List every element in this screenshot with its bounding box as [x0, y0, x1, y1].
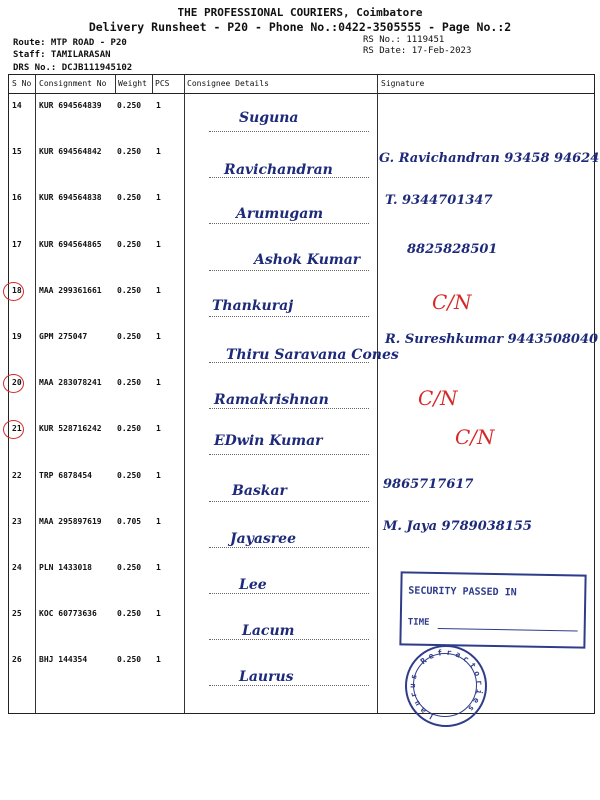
row-pcs: 1: [156, 609, 161, 619]
column-divider: [115, 75, 116, 93]
seal-letter: r: [474, 679, 484, 686]
row-pcs: 1: [156, 378, 161, 388]
consignee-line: [209, 270, 369, 271]
row-weight: 0.250: [117, 470, 142, 480]
row-consignment: GPM 275047: [39, 332, 88, 341]
seal-letter: a: [418, 705, 429, 716]
row-sno: 26: [12, 655, 22, 665]
row-consignment: KUR 694564839: [39, 101, 102, 110]
row-consignment: KOC 60773636: [39, 609, 97, 619]
col-sno: S No: [12, 79, 32, 88]
company-seal: [405, 645, 487, 727]
consignee-name-handwritten: EDwin Kumar: [214, 433, 323, 450]
consignee-name-handwritten: Ramakrishnan: [214, 392, 329, 409]
row-weight: 0.250: [117, 193, 142, 203]
consignee-name-handwritten: Baskar: [232, 482, 287, 499]
row-weight: 0.250: [117, 563, 142, 572]
security-stamp: [399, 571, 586, 648]
row-sno: 22: [12, 470, 22, 480]
table-row: [9, 93, 594, 139]
seal-letter: R: [418, 656, 429, 667]
row-sno: 24: [12, 563, 22, 572]
row-pcs: 1: [156, 147, 161, 157]
row-sno: 25: [12, 609, 22, 619]
seal-letter: e: [471, 696, 482, 705]
row-consignment: KUR 694564842: [39, 147, 102, 157]
cn-mark: C/N: [455, 425, 495, 449]
row-weight: 0.250: [117, 239, 142, 249]
col-pcs: PCS: [155, 79, 170, 88]
seal-letter: t: [467, 661, 478, 671]
row-pcs: 1: [156, 239, 161, 249]
consignee-name-handwritten: Jayasree: [230, 530, 296, 547]
column-divider: [152, 75, 153, 93]
consignee-name-handwritten: Suguna: [239, 110, 299, 126]
consignee-line: [209, 131, 369, 132]
table-row: [9, 647, 594, 696]
row-consignment: TRP 6878454: [39, 470, 92, 480]
signature-handwritten: R. Sureshkumar 9443508040: [385, 332, 599, 347]
table-row: [9, 324, 599, 370]
seal-letter: s: [408, 672, 419, 681]
col-consignee: Consignee Details: [187, 79, 269, 88]
route-label: Route: MTP ROAD - P20: [13, 38, 127, 48]
row-consignment: KUR 694564838: [39, 193, 102, 203]
table-row: [9, 370, 594, 416]
consignee-line: [209, 454, 369, 455]
red-circle-mark: [3, 374, 24, 393]
seal-letter: e: [427, 650, 436, 662]
table-row: [9, 278, 594, 324]
row-consignment: KUR 694564865: [39, 239, 102, 249]
row-pcs: 1: [156, 563, 161, 572]
seal-letter: r: [446, 647, 453, 658]
consignee-name-handwritten: Thiru Saravana Cones: [226, 347, 399, 363]
red-circle-mark: [3, 420, 24, 439]
table-row: [9, 463, 594, 509]
consignee-line: [209, 501, 369, 502]
row-weight: 0.250: [117, 285, 142, 295]
row-weight: 0.250: [117, 101, 142, 110]
row-pcs: 1: [156, 470, 161, 480]
row-sno: 19: [12, 332, 22, 341]
consignee-line: [209, 593, 369, 594]
table-row: [9, 509, 594, 555]
cn-mark: C/N: [418, 386, 458, 410]
table-header: [9, 75, 594, 94]
row-pcs: 1: [156, 193, 161, 203]
row-weight: 0.250: [117, 332, 142, 341]
table-row: [9, 139, 600, 185]
signature-handwritten: 8825828501: [407, 241, 498, 257]
red-circle-mark: [3, 282, 24, 301]
row-weight: 0.705: [117, 516, 142, 526]
company-title: THE PROFESSIONAL COURIERS, Coimbatore: [177, 6, 423, 19]
consignee-line: [209, 316, 369, 317]
row-sno: 17: [12, 239, 22, 249]
seal-letter: L: [426, 710, 435, 721]
row-consignment: MAA 295897619: [39, 516, 102, 526]
row-pcs: 1: [156, 285, 161, 295]
col-signature: Signature: [381, 79, 425, 88]
table-row: [9, 185, 594, 231]
seal-letter: a: [453, 649, 463, 660]
seal-letter: s: [466, 703, 477, 714]
row-sno: 15: [12, 147, 22, 157]
consignee-name-handwritten: Ashok Kumar: [254, 251, 361, 268]
row-consignment: BHJ 144354: [39, 655, 88, 665]
col-consignment: Consignment No: [39, 79, 107, 88]
consignee-name-handwritten: Thankuraj: [212, 297, 294, 314]
rs-date: RS Date: 17-Feb-2023: [363, 46, 472, 56]
seal-letter: u: [407, 683, 418, 689]
row-weight: 0.250: [117, 655, 142, 665]
row-weight: 0.250: [117, 378, 142, 388]
col-weight: Weight: [118, 79, 147, 88]
stamp-time-label: TIME: [407, 617, 430, 628]
signature-handwritten: T. 9344701347: [385, 193, 493, 209]
seal-letter: f: [436, 648, 443, 658]
consignee-line: [209, 408, 369, 409]
signature-handwritten: G. Ravichandran 93458 94624: [379, 151, 600, 167]
consignee-line: [209, 685, 369, 686]
seal-letter: c: [461, 654, 471, 665]
row-sno: 21: [12, 424, 22, 434]
row-consignment: MAA 299361661: [39, 285, 102, 295]
row-pcs: 1: [156, 655, 161, 665]
seal-letter: o: [472, 669, 483, 678]
stamp-time-line: [438, 628, 578, 631]
row-consignment: PLN 1433018: [39, 563, 92, 572]
staff-label: Staff: TAMILARASAN: [13, 50, 111, 60]
consignee-name-handwritten: Ravichandran: [224, 162, 333, 179]
consignee-name-handwritten: Lee: [239, 577, 267, 593]
row-sno: 14: [12, 101, 22, 110]
cn-mark: C/N: [432, 290, 472, 314]
consignee-line: [209, 223, 369, 224]
row-weight: 0.250: [117, 147, 142, 157]
row-pcs: 1: [156, 332, 161, 341]
runsheet-title: Delivery Runsheet - P20 - Phone No.:0422-3505555 - Page No.:2: [88, 20, 512, 34]
row-sno: 20: [12, 378, 22, 388]
row-pcs: 1: [156, 424, 161, 434]
stamp-text: SECURITY PASSED IN: [408, 585, 517, 599]
row-sno: 18: [12, 285, 22, 295]
row-weight: 0.250: [117, 424, 142, 434]
seal-letter: i: [474, 688, 484, 696]
row-consignment: MAA 283078241: [39, 378, 102, 388]
row-weight: 0.250: [117, 609, 142, 619]
consignee-name-handwritten: Lacum: [242, 623, 295, 640]
rs-number: RS No.: 1119451: [363, 35, 445, 45]
table-row: [9, 416, 594, 462]
consignee-line: [209, 547, 369, 548]
signature-handwritten: 9865717617: [383, 476, 474, 492]
table-row: [9, 232, 594, 278]
drs-number: DRS No.: DCJB111945102: [13, 63, 133, 73]
consignee-line: [209, 639, 369, 640]
signature-handwritten: M. Jaya 9789038155: [383, 518, 532, 534]
consignee-name-handwritten: Laurus: [239, 669, 294, 686]
row-pcs: 1: [156, 516, 161, 526]
row-pcs: 1: [156, 101, 161, 110]
row-consignment: KUR 528716242: [39, 424, 102, 434]
consignee-name-handwritten: Arumugam: [236, 206, 324, 223]
row-sno: 16: [12, 193, 22, 203]
seal-letter: r: [408, 691, 419, 699]
seal-letter: u: [412, 699, 423, 708]
row-sno: 23: [12, 516, 22, 526]
